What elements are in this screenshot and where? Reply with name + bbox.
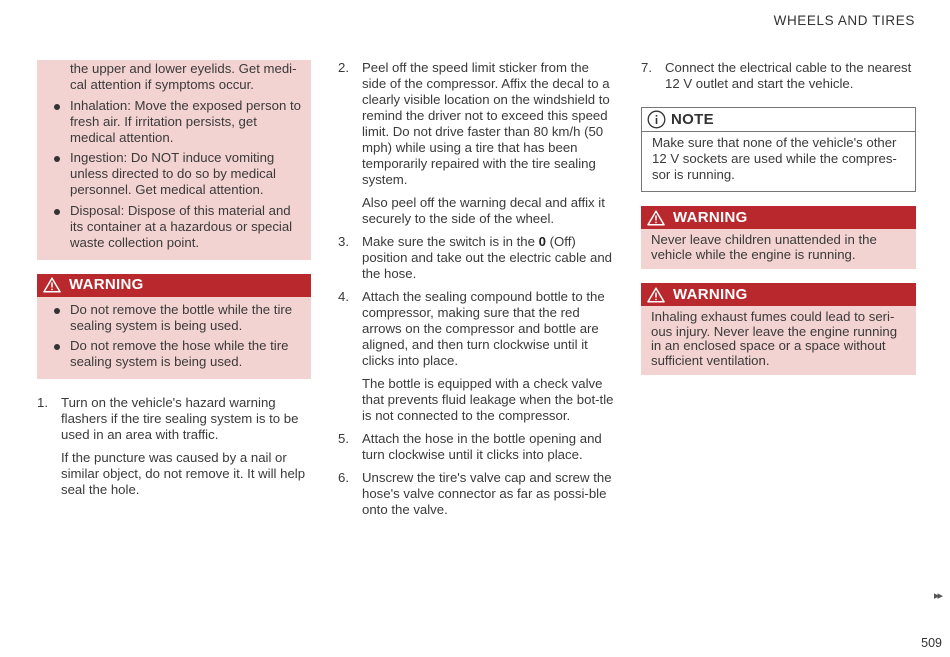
bullet-icon — [54, 344, 60, 350]
note-title: NOTE — [671, 110, 714, 128]
warning-box-bottle — [37, 274, 311, 380]
step-subtext: Also peel off the warning decal and affix it securely to the side of the wheel. — [362, 195, 605, 226]
step-text: Turn on the vehicle's hazard warning flashers if the tire sealing system is to be used in an area with traffic. — [61, 395, 299, 442]
warning-box-exhaust — [641, 283, 916, 375]
page-number: 509 — [921, 636, 942, 650]
step-number: 5. — [338, 431, 349, 446]
step-item — [338, 431, 614, 463]
list-item: Ingestion: Do NOT induce vomiting unless directed to do so by medical personnel. Get medical attention. — [45, 150, 301, 198]
note-text: Make sure that none of the vehicle's other 12 V sockets are used while the compres-sor is running. — [652, 135, 897, 182]
continued-warning-box — [37, 60, 311, 260]
warning-header — [641, 206, 916, 229]
warning-title: WARNING — [69, 276, 144, 293]
column-3 — [641, 60, 916, 375]
step-subtext: If the puncture was caused by a nail or similar object, do not remove it. It will help seal the hole. — [61, 450, 306, 497]
steps-list — [641, 60, 916, 92]
info-icon — [647, 110, 666, 129]
step-item — [338, 234, 614, 282]
step-number: 3. — [338, 234, 349, 249]
step-text: Make sure the switch is in the 0 (Off) position and take out the electric cable and the hose. — [362, 234, 612, 281]
warning-triangle-icon — [647, 210, 665, 226]
step-number: 6. — [338, 470, 349, 485]
step-item — [338, 289, 614, 424]
list-item: Inhalation: Move the exposed person to fresh air. If irritation persists, get medical attention. — [45, 98, 301, 146]
warning-title: WARNING — [673, 208, 748, 226]
warning-text: Inhaling exhaust fumes could lead to seri-ous injury. Never leave the engine running in an enclosed space or a space without sufficient ventilation. — [651, 309, 898, 368]
warning-text: Never leave children unattended in the vehicle while the engine is running. — [651, 232, 877, 262]
step-number: 2. — [338, 60, 349, 75]
bullet-icon — [54, 104, 60, 110]
step-item — [338, 60, 614, 227]
warning-body — [37, 297, 311, 380]
step-text: Connect the electrical cable to the nearest 12 V outlet and start the vehicle. — [665, 60, 912, 91]
next-page-arrow-icon[interactable]: ▸▸ — [933, 590, 941, 602]
bullet-icon — [54, 308, 60, 314]
bullet-icon — [54, 156, 60, 162]
steps-list — [37, 395, 311, 498]
step-text: Attach the hose in the bottle opening and turn clockwise until it clicks into place. — [362, 431, 602, 462]
list-item: Disposal: Dispose of this material and its container at a hazardous or special waste collection point. — [45, 203, 301, 251]
column-1 — [37, 60, 311, 505]
warning-header — [37, 274, 311, 297]
bullet-icon — [54, 209, 60, 215]
switch-position: 0 — [538, 234, 546, 249]
steps-list — [338, 60, 614, 518]
warning-box-children — [641, 206, 916, 269]
section-title: WHEELS AND TIRES — [773, 13, 915, 28]
step-text: Unscrew the tire's valve cap and screw the hose's valve connector as far as possi-ble onto the valve. — [362, 470, 612, 517]
step-item — [338, 470, 614, 518]
step-number: 4. — [338, 289, 349, 304]
step-subtext: The bottle is equipped with a check valve that prevents fluid leakage when the bot-tle is not connected to the compressor. — [362, 376, 614, 423]
step-number: 7. — [641, 60, 652, 75]
warning-triangle-icon — [647, 287, 665, 303]
note-header — [642, 108, 915, 132]
warning-header — [641, 283, 916, 306]
step-text: Peel off the speed limit sticker from the side of the compressor. Affix the decal to a clearly visible location on the windshield to remind the driver not to exceed this speed limit. Do not drive faster than 80 km/h (50 mph) while using a tire that has been temporarily repaired with the tire sealing system. — [362, 60, 610, 187]
step-number: 1. — [37, 395, 48, 410]
continued-text: the upper and lower eyelids. Get medi-cal attention if symptoms occur. — [70, 61, 297, 92]
warning-title: WARNING — [673, 285, 748, 303]
warning-triangle-icon — [43, 277, 61, 293]
note-box — [641, 107, 916, 192]
list-item: Do not remove the hose while the tire sealing system is being used. — [45, 338, 301, 370]
continued-bullets — [45, 98, 301, 251]
column-2 — [338, 60, 614, 525]
step-item — [641, 60, 916, 92]
step-text: Attach the sealing compound bottle to the compressor, making sure that the red arrows on the compressor and bottle are aligned, and then turn clockwise until it clicks into place. — [362, 289, 605, 368]
list-item: Do not remove the bottle while the tire sealing system is being used. — [45, 302, 301, 334]
step-item — [37, 395, 311, 498]
